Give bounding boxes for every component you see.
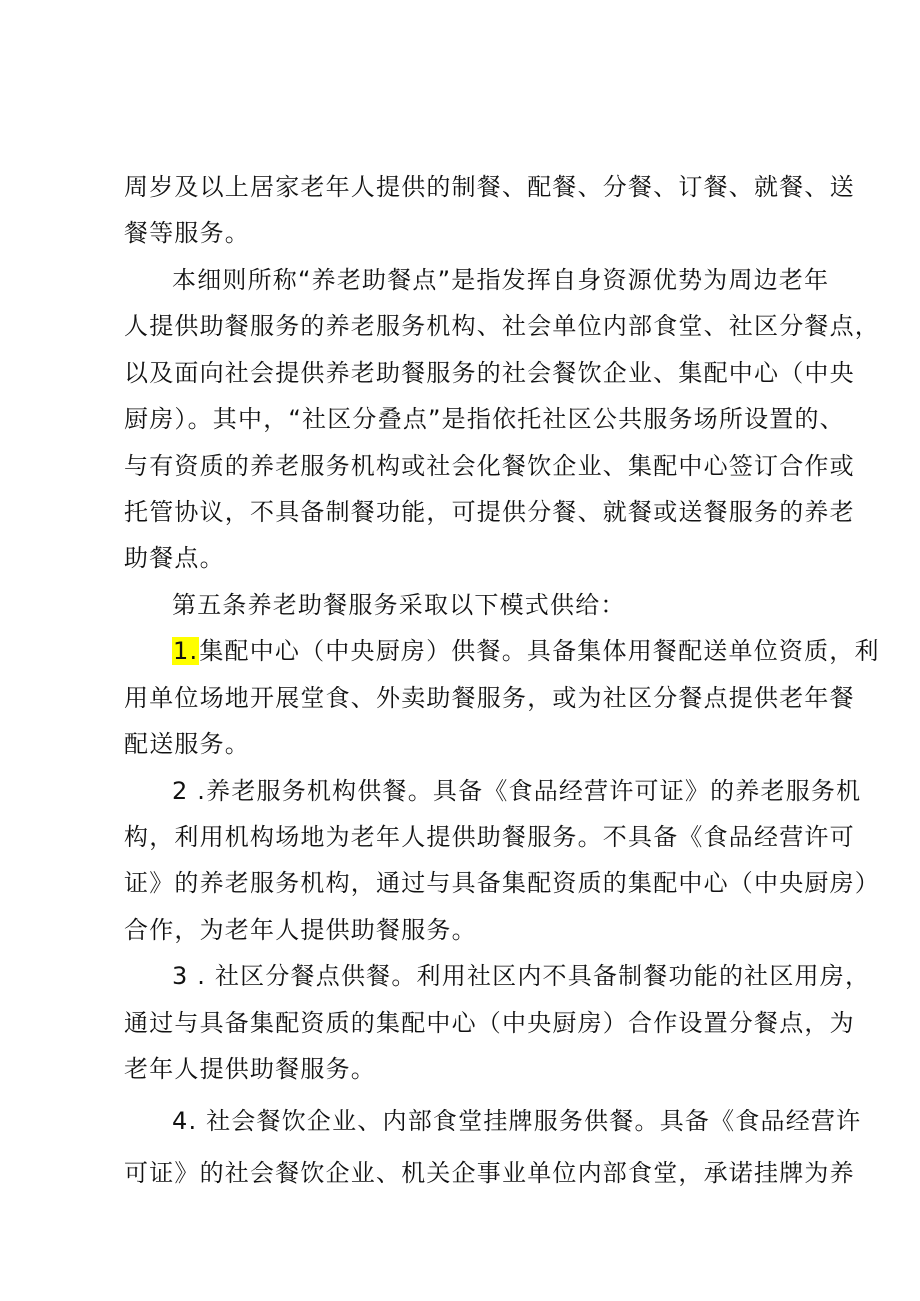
text-line: 人提供助餐服务的养老服务机构、社会单位内部食堂、社区分餐点， <box>124 312 880 340</box>
article-heading: 第五条养老助餐服务采取以下模式供给： <box>172 591 626 619</box>
text-span: 集配中心（中央厨房）供餐。具备集体用餐配送单位资质，利 <box>199 637 880 665</box>
list-item-2-first-line: 2 .养老服务机构供餐。具备《食品经营许可证》的养老服务机 <box>172 777 862 805</box>
list-item-3-first-line: 3 . 社区分餐点供餐。利用社区内不具备制餐功能的社区用房， <box>172 962 871 990</box>
text-line: 用单位场地开展堂食、外卖助餐服务，或为社区分餐点提供老年餐 <box>124 684 855 712</box>
text-line: 配送服务。 <box>124 730 250 758</box>
text-line: 周岁及以上居家老年人提供的制餐、配餐、分餐、订餐、就餐、送 <box>124 173 855 201</box>
list-item-4-first-line: 4. 社会餐饮企业、内部食堂挂牌服务供餐。具备《食品经营许 <box>172 1107 862 1135</box>
text-line: 可证》的社会餐饮企业、机关企事业单位内部食堂，承诺挂牌为养 <box>124 1159 855 1187</box>
list-item-1-first-line <box>172 634 880 668</box>
text-line: 托管协议，不具备制餐功能，可提供分餐、就餐或送餐服务的养老 <box>124 498 855 526</box>
text-line: 构，利用机构场地为老年人提供助餐服务。不具备《食品经营许可 <box>124 823 855 851</box>
text-line: 厨房）。其中，“社区分叠点”是指依托社区公共服务场所设置的、 <box>124 405 845 433</box>
text-line: 餐等服务。 <box>124 219 250 247</box>
text-line: 证》的养老服务机构，通过与具备集配资质的集配中心（中央厨房） <box>124 869 880 897</box>
text-line: 合作，为老年人提供助餐服务。 <box>124 916 477 944</box>
text-line: 助餐点。 <box>124 544 225 572</box>
highlighted-number: 1. <box>173 637 199 665</box>
paragraph-first-line: 本细则所称“养老助餐点”是指发挥自身资源优势为周边老年 <box>172 266 830 294</box>
text-line: 以及面向社会提供养老助餐服务的社会餐饮企业、集配中心（中央 <box>124 359 855 387</box>
text-line: 老年人提供助餐服务。 <box>124 1055 376 1083</box>
text-line: 通过与具备集配资质的集配中心（中央厨房）合作设置分餐点，为 <box>124 1009 855 1037</box>
text-line: 与有资质的养老服务机构或社会化餐饮企业、集配中心签订合作或 <box>124 452 855 480</box>
